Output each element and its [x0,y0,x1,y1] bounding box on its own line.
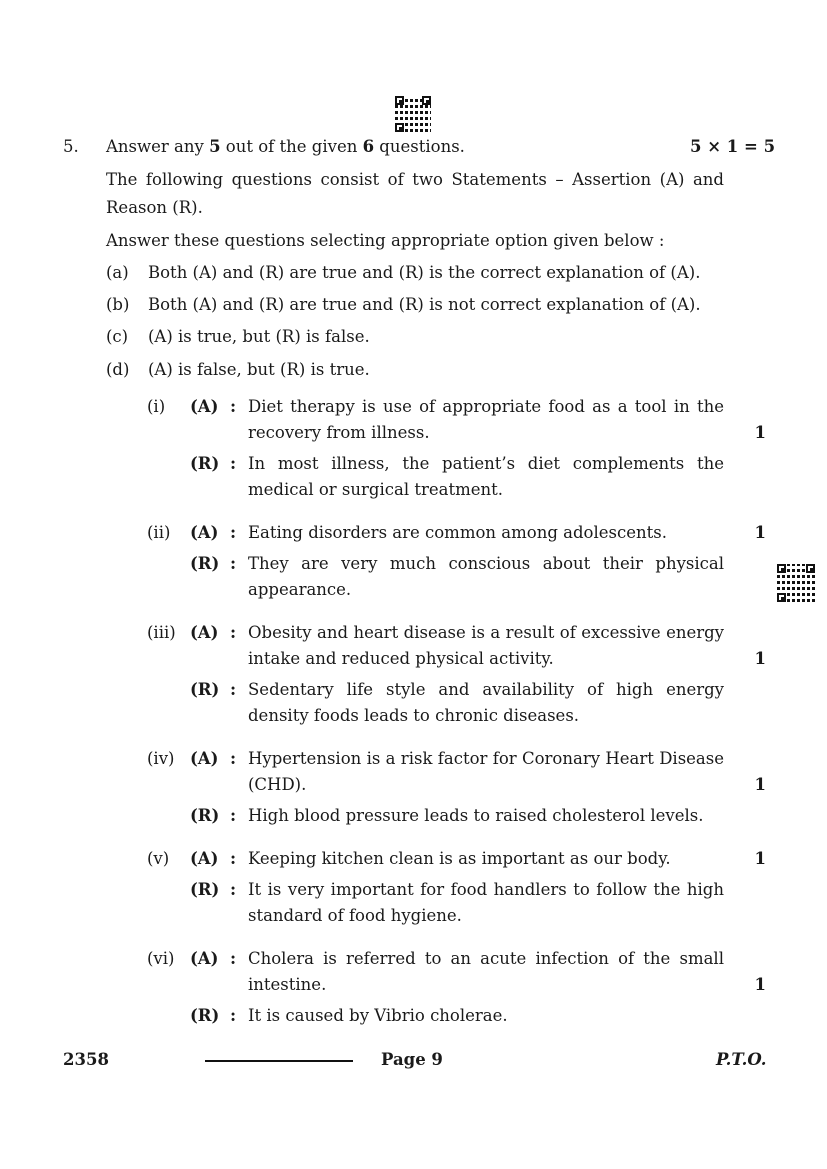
option-c-text: (A) is true, but (R) is false. [148,327,370,346]
pto-label: P.T.O. [716,1050,767,1069]
reason-line-1: It is caused by Vibrio cholerae. [248,1006,508,1025]
count-answer: 5 [209,137,221,156]
item-mark: 1 [754,423,766,442]
assertion-line-2: (CHD). [248,775,307,794]
assertion-line-1: Diet therapy is use of appropriate food as a tool in the [248,397,724,416]
question-instruction: Answer any 5 out of the given 6 questions. [106,137,465,156]
select-instruction: Answer these questions selecting appropriate option given below : [106,231,665,250]
item-number: (iv) [147,749,175,768]
item-mark: 1 [754,523,766,542]
assertion-label: (A) [190,949,219,968]
question-number: 5. [63,137,79,156]
assertion-line-1: Keeping kitchen clean is as important as our body. [248,849,671,868]
reason-line-2: appearance. [248,580,352,599]
assertion-line-1: Hypertension is a risk factor for Coronary Heart Disease [248,749,724,768]
option-b-text: Both (A) and (R) are true and (R) is not correct explanation of (A). [148,295,701,314]
option-a-text: Both (A) and (R) are true and (R) is the correct explanation of (A). [148,263,701,282]
colon: : [230,454,237,473]
reason-line-2: standard of food hygiene. [248,906,462,925]
assertion-label: (A) [190,749,219,768]
assertion-line-2: intake and reduced physical activity. [248,649,554,668]
page-number: Page 9 [381,1050,443,1069]
footer-divider [205,1060,353,1062]
assertion-line-1: Obesity and heart disease is a result of excessive energy [248,623,724,642]
reason-label: (R) [190,1006,220,1025]
qr-code-side [777,564,815,602]
item-number: (ii) [147,523,171,542]
colon: : [230,849,237,868]
reason-label: (R) [190,680,220,699]
assertion-line-2: intestine. [248,975,327,994]
colon: : [230,1006,237,1025]
reason-label: (R) [190,554,220,573]
reason-line-1: High blood pressure leads to raised cholesterol levels. [248,806,704,825]
item-number: (v) [147,849,170,868]
reason-line-1: It is very important for food handlers to follow the high [248,880,724,899]
assertion-label: (A) [190,397,219,416]
intro-line-2: Reason (R). [106,198,203,217]
assertion-line-1: Cholera is referred to an acute infection of the small [248,949,724,968]
item-mark: 1 [754,975,766,994]
reason-line-2: medical or surgical treatment. [248,480,504,499]
item-number: (i) [147,397,166,416]
item-number: (iii) [147,623,176,642]
qr-code-top [395,96,431,132]
question-marks: 5 × 1 = 5 [690,137,776,156]
assertion-line-1: Eating disorders are common among adolescents. [248,523,667,542]
reason-label: (R) [190,806,220,825]
option-c-label: (c) [106,327,129,346]
item-mark: 1 [754,775,766,794]
assertion-line-2: recovery from illness. [248,423,430,442]
reason-label: (R) [190,880,220,899]
colon: : [230,880,237,899]
assertion-label: (A) [190,623,219,642]
colon: : [230,749,237,768]
colon: : [230,949,237,968]
option-b-label: (b) [106,295,130,314]
colon: : [230,554,237,573]
reason-line-1: Sedentary life style and availability of high energy [248,680,724,699]
assertion-label: (A) [190,523,219,542]
item-mark: 1 [754,849,766,868]
count-given: 6 [362,137,375,156]
item-number: (vi) [147,949,175,968]
reason-label: (R) [190,454,220,473]
colon: : [230,623,237,642]
option-d-label: (d) [106,360,130,379]
colon: : [230,680,237,699]
colon: : [230,397,237,416]
colon: : [230,523,237,542]
intro-line-1: The following questions consist of two Statements – Assertion (A) and [106,170,724,189]
colon: : [230,806,237,825]
item-mark: 1 [754,649,766,668]
option-d-text: (A) is false, but (R) is true. [148,360,370,379]
assertion-label: (A) [190,849,219,868]
paper-code: 2358 [63,1050,109,1069]
option-a-label: (a) [106,263,129,282]
reason-line-1: They are very much conscious about their physical [248,554,724,573]
reason-line-2: density foods leads to chronic diseases. [248,706,580,725]
reason-line-1: In most illness, the patient’s diet complements the [248,454,724,473]
